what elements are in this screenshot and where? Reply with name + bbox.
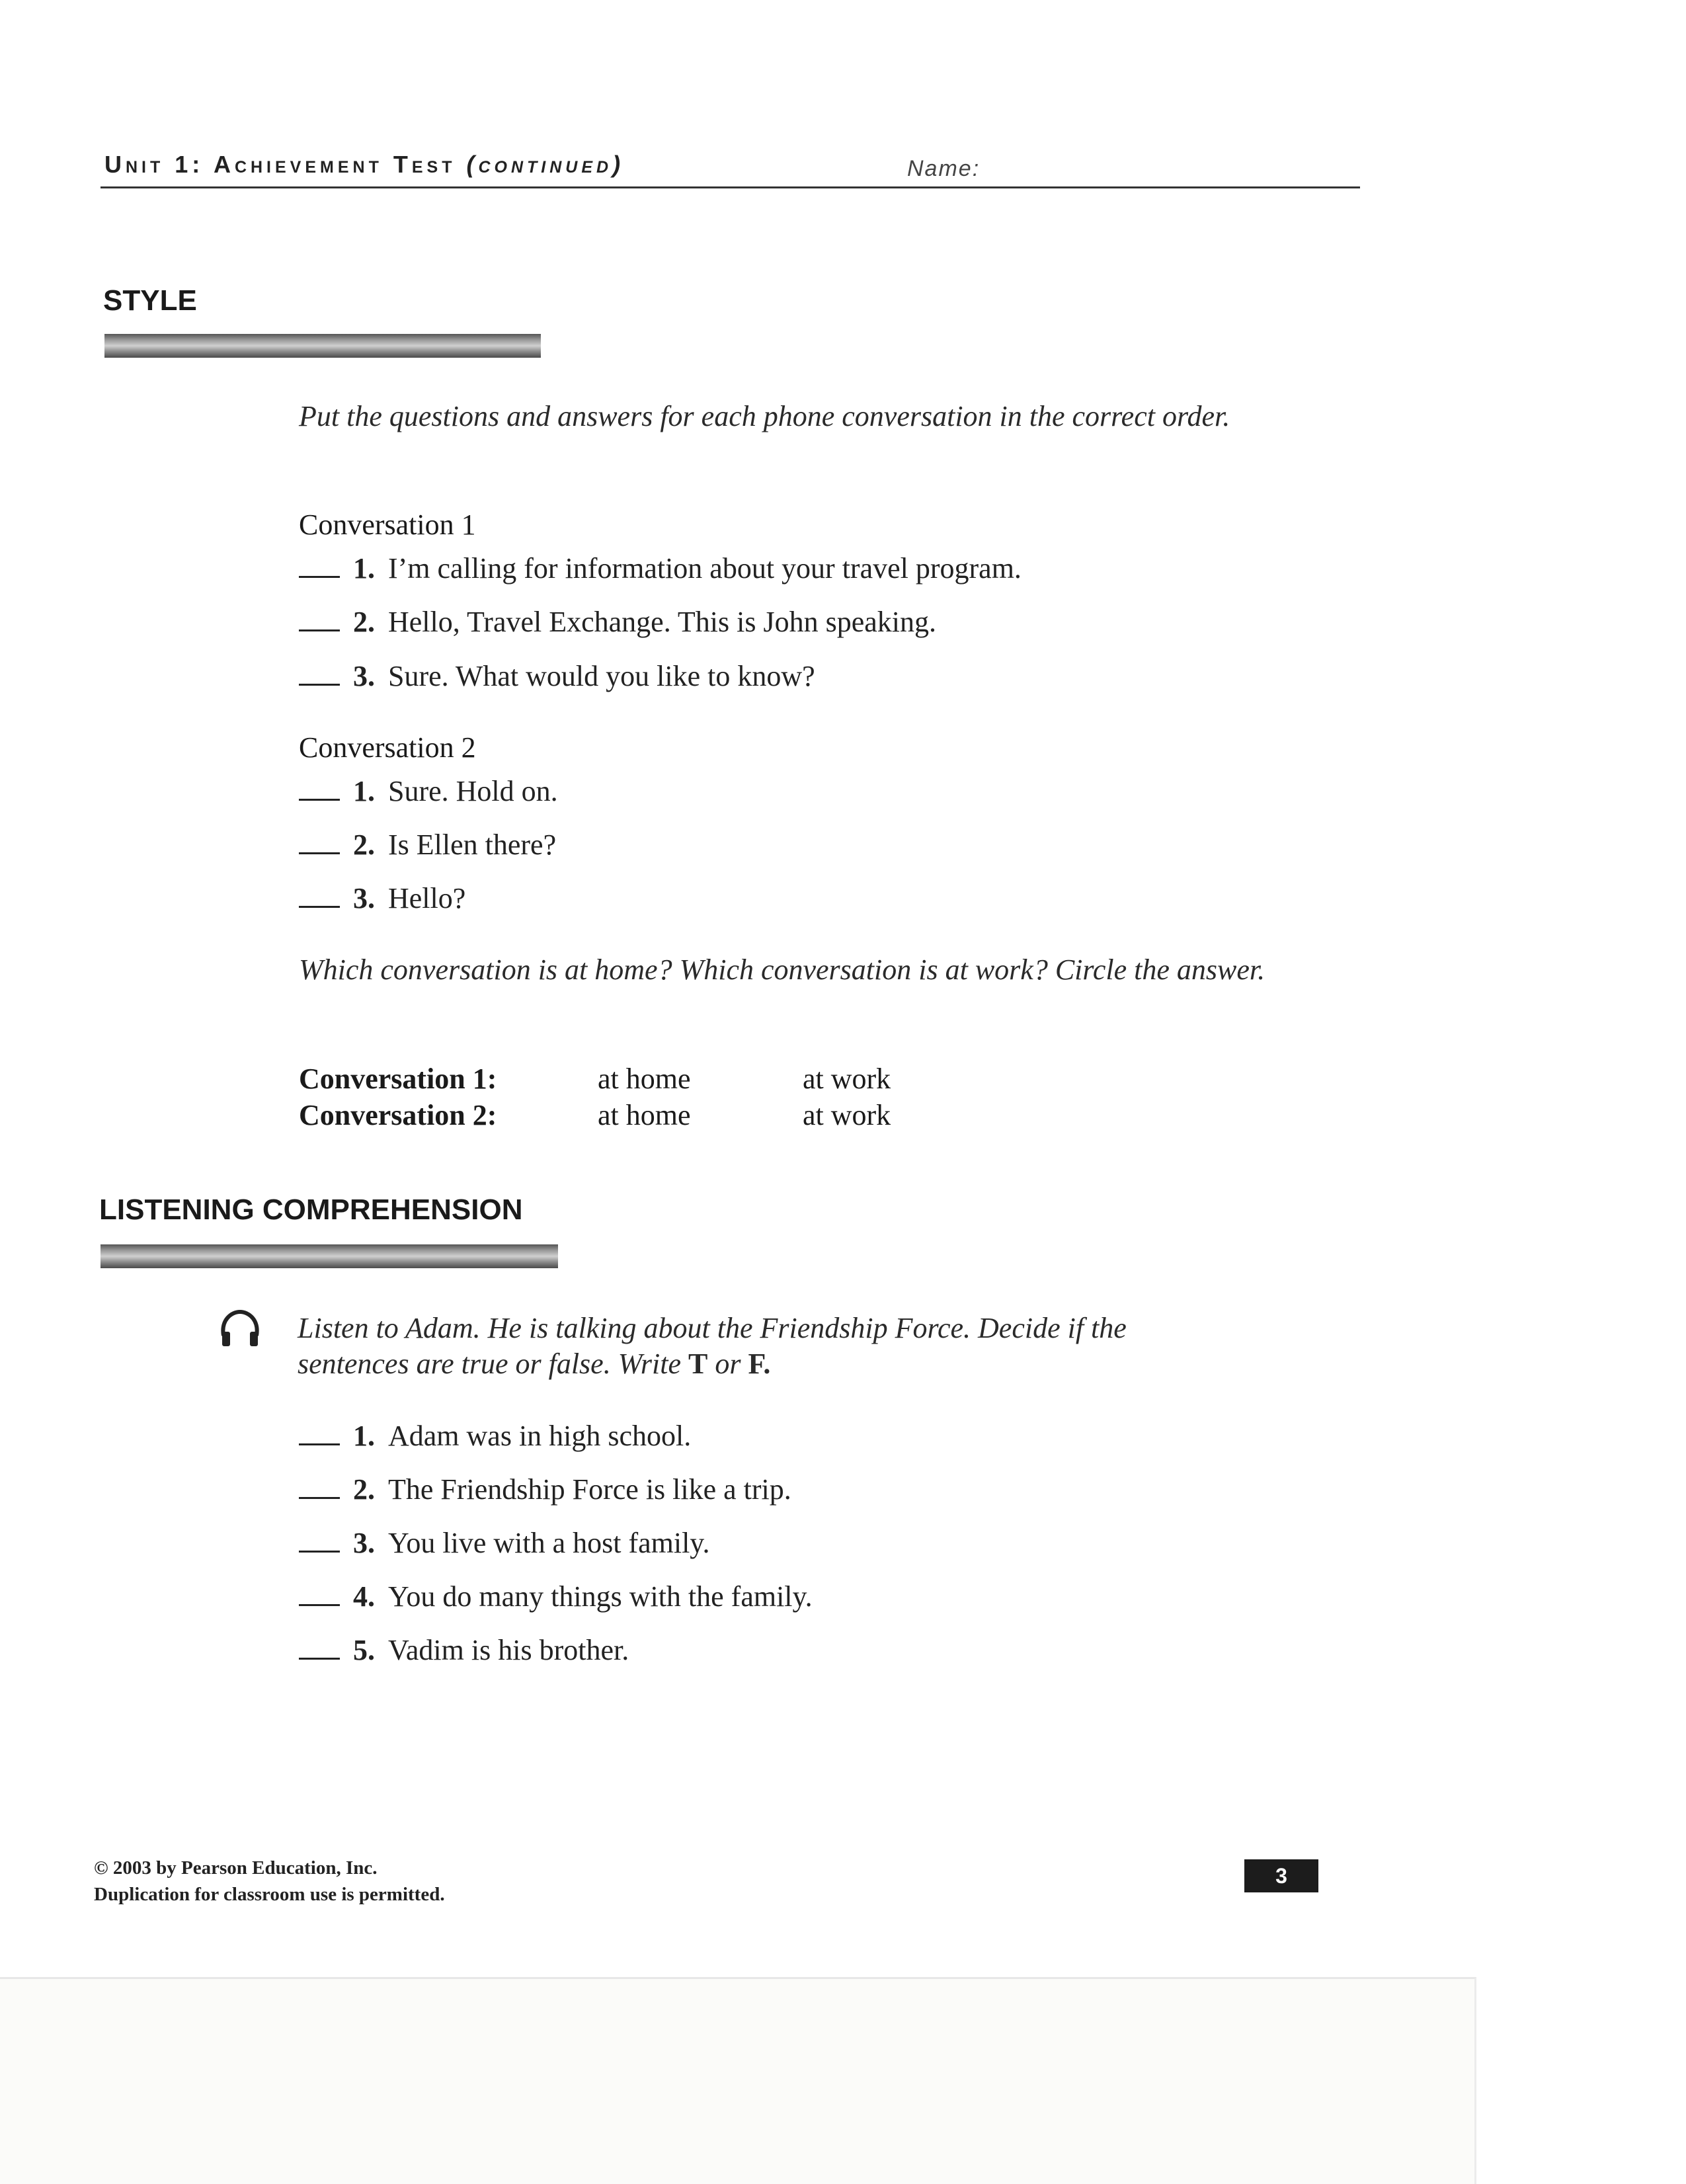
listening-item: 3. You live with a host family. xyxy=(299,1525,709,1561)
option-at-home[interactable]: at home xyxy=(598,1063,691,1095)
answer-blank[interactable] xyxy=(299,1635,340,1660)
answer-blank[interactable] xyxy=(299,1582,340,1606)
answer-blank[interactable] xyxy=(299,1528,340,1553)
answer-blank[interactable] xyxy=(299,553,340,578)
option-at-home[interactable]: at home xyxy=(598,1099,691,1131)
style-section-bar xyxy=(104,334,541,358)
option-at-work[interactable]: at work xyxy=(803,1063,891,1095)
answer-blank[interactable] xyxy=(299,661,340,686)
conv1-item: 1. I’m calling for information about your travel program. xyxy=(299,551,1022,586)
answer-blank[interactable] xyxy=(299,1421,340,1445)
answer-blank[interactable] xyxy=(299,830,340,854)
listening-item: 4. You do many things with the family. xyxy=(299,1579,813,1615)
conv2-item: 1. Sure. Hold on. xyxy=(299,774,558,809)
listening-item: 5. Vadim is his brother. xyxy=(299,1633,629,1668)
answer-blank[interactable] xyxy=(299,776,340,801)
headphones-icon xyxy=(218,1309,262,1348)
conversation-1-title: Conversation 1 xyxy=(299,508,476,541)
circle-instruction: Which conversation is at home? Which conversation is at work? Circle the answer. xyxy=(299,953,1265,986)
footer xyxy=(94,1855,445,1908)
conv1-item: 2. Hello, Travel Exchange. This is John speaking. xyxy=(299,604,936,640)
unit-title: Unit 1: Achievement Test (continued) xyxy=(104,151,625,178)
listening-section-title: LISTENING COMPREHENSION xyxy=(99,1193,523,1226)
conversation-2-title: Conversation 2 xyxy=(299,731,476,764)
page-number: 3 xyxy=(1244,1859,1318,1892)
page-edge xyxy=(0,1977,1476,2184)
conv2-item: 2. Is Ellen there? xyxy=(299,827,556,863)
conv1-item: 3. Sure. What would you like to know? xyxy=(299,659,815,694)
listening-instruction: Listen to Adam. He is talking about the Friendship Force. Decide if the sentences are true or false. Write T or F. xyxy=(298,1312,1127,1380)
listening-section-bar xyxy=(100,1244,558,1268)
permission-note: Duplication for classroom use is permitted. xyxy=(94,1884,445,1905)
answer-blank[interactable] xyxy=(299,1475,340,1499)
name-label: Name: xyxy=(907,156,981,181)
conv2-item: 3. Hello? xyxy=(299,881,465,916)
listening-item: 2. The Friendship Force is like a trip. xyxy=(299,1472,791,1508)
listening-item: 1. Adam was in high school. xyxy=(299,1418,691,1454)
answer-blank[interactable] xyxy=(299,607,340,631)
answer-blank[interactable] xyxy=(299,883,340,908)
page-header xyxy=(100,147,1360,188)
copyright: © 2003 by Pearson Education, Inc. xyxy=(94,1857,378,1879)
style-instruction: Put the questions and answers for each phone conversation in the correct order. xyxy=(299,400,1230,432)
style-section-title: STYLE xyxy=(103,284,197,317)
option-at-work[interactable]: at work xyxy=(803,1099,891,1131)
